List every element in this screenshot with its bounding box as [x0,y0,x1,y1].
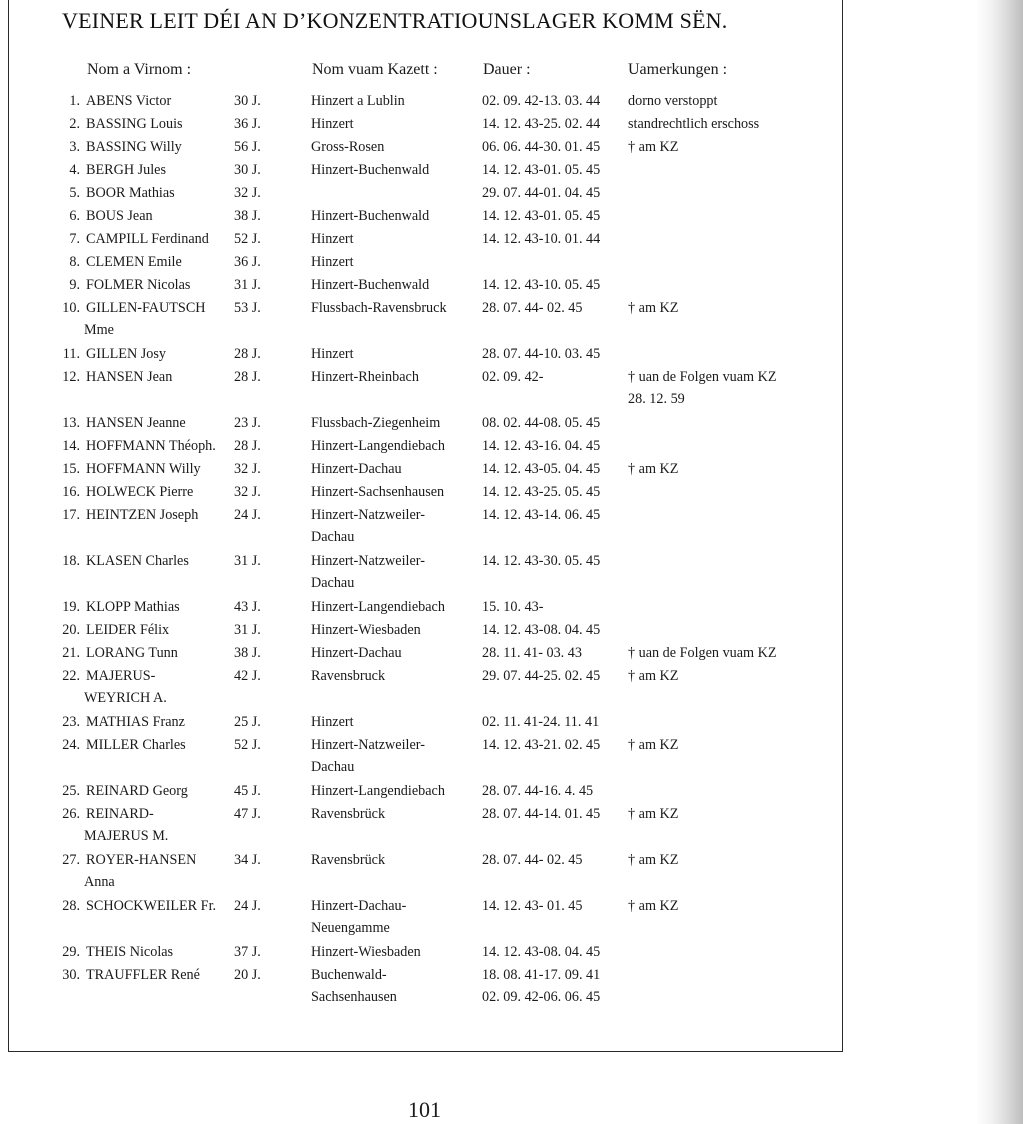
remark-cell: standrechtlich erschoss [628,116,760,132]
remark-cell-cont: 28. 12. 59 [628,391,685,407]
duration-cell: 14. 12. 43-21. 02. 45 [482,737,601,753]
remark-cell: † am KZ [628,139,679,155]
remark-cell: † uan de Folgen vuam KZ [628,369,777,385]
remark-cell: † uan de Folgen vuam KZ [628,645,777,661]
camp-cell: Hinzert-Langendiebach [311,599,445,615]
age-cell: 37 J. [234,944,261,960]
duration-cell: 14. 12. 43-30. 05. 45 [482,553,601,569]
row-number: 8. [69,254,80,270]
camp-cell: Hinzert-Wiesbaden [311,622,421,638]
name-cell: FOLMER Nicolas [86,277,191,293]
camp-cell: Hinzert-Natzweiler- [311,507,425,523]
camp-cell: Hinzert [311,714,354,730]
duration-cell: 06. 06. 44-30. 01. 45 [482,139,601,155]
name-cell-cont: WEYRICH A. [84,690,167,706]
remark-cell: † am KZ [628,668,679,684]
age-cell: 23 J. [234,415,261,431]
duration-cell: 14. 12. 43-10. 01. 44 [482,231,601,247]
page-title: VEINER LEIT DÉI AN D’KONZENTRATIOUNSLAGER KOMM SËN. [62,8,728,33]
camp-cell: Hinzert-Rheinbach [311,369,419,385]
row-number: 3. [69,139,80,155]
duration-cell: 14. 12. 43- 01. 45 [482,898,583,914]
camp-cell: Hinzert-Buchenwald [311,208,430,224]
camp-cell: Ravensbrück [311,806,386,822]
camp-cell: Hinzert-Natzweiler- [311,737,425,753]
name-cell: BOOR Mathias [86,185,175,201]
name-cell: TRAUFFLER René [86,967,200,983]
row-number: 2. [69,116,80,132]
duration-cell: 14. 12. 43-01. 05. 45 [482,208,601,224]
age-cell: 32 J. [234,461,261,477]
row-number: 17. [62,507,80,523]
duration-cell: 02. 11. 41-24. 11. 41 [482,714,600,730]
row-number: 24. [62,737,80,753]
name-cell: HEINTZEN Joseph [86,507,199,523]
row-number: 27. [62,852,80,868]
camp-cell: Hinzert-Dachau- [311,898,407,914]
row-number: 25. [62,783,80,799]
row-number: 26. [62,806,80,822]
duration-cell: 02. 09. 42-13. 03. 44 [482,93,601,109]
age-cell: 30 J. [234,93,261,109]
age-cell: 30 J. [234,162,261,178]
duration-cell: 14. 12. 43-14. 06. 45 [482,507,601,523]
row-number: 12. [62,369,80,385]
row-number: 23. [62,714,80,730]
row-number: 22. [62,668,80,684]
camp-cell: Hinzert-Langendiebach [311,783,445,799]
row-number: 20. [62,622,80,638]
age-cell: 45 J. [234,783,261,799]
name-cell: MAJERUS- [86,668,156,684]
row-number: 30. [62,967,80,983]
row-number: 18. [62,553,80,569]
duration-cell: 14. 12. 43-25. 05. 45 [482,484,601,500]
age-cell: 42 J. [234,668,261,684]
name-cell: KLOPP Mathias [86,599,180,615]
row-number: 11. [62,346,80,362]
row-number: 29. [62,944,80,960]
row-number: 10. [62,300,80,316]
name-cell: HANSEN Jean [86,369,173,385]
duration-cell: 08. 02. 44-08. 05. 45 [482,415,601,431]
duration-cell: 14. 12. 43-10. 05. 45 [482,277,601,293]
duration-cell: 28. 07. 44-14. 01. 45 [482,806,601,822]
camp-cell: Hinzert [311,254,354,270]
camp-cell: Flussbach-Ravensbruck [311,300,447,316]
book-gutter-shadow [975,0,1023,1124]
camp-cell: Hinzert-Dachau [311,461,402,477]
name-cell: MILLER Charles [86,737,186,753]
remark-cell: dorno verstoppt [628,93,718,109]
camp-cell: Hinzert [311,231,354,247]
header-name: Nom a Virnom : [87,61,192,78]
name-cell: REINARD Georg [86,783,188,799]
camp-cell: Hinzert-Dachau [311,645,402,661]
age-cell: 38 J. [234,208,261,224]
age-cell: 28 J. [234,346,261,362]
name-cell-cont: MAJERUS M. [84,828,169,844]
duration-cell: 14. 12. 43-05. 04. 45 [482,461,601,477]
camp-cell-cont: Neuengamme [311,920,390,936]
age-cell: 31 J. [234,277,261,293]
duration-cell: 28. 07. 44- 02. 45 [482,852,583,868]
row-number: 4. [69,162,80,178]
name-cell: THEIS Nicolas [86,944,174,960]
row-number: 13. [62,415,80,431]
name-cell: LEIDER Félix [86,622,170,638]
duration-cell: 28. 07. 44-16. 4. 45 [482,783,594,799]
camp-cell: Hinzert [311,346,354,362]
name-cell: KLASEN Charles [86,553,189,569]
age-cell: 36 J. [234,116,261,132]
name-cell: BASSING Louis [86,116,183,132]
duration-cell: 15. 10. 43- [482,599,544,615]
camp-cell: Flussbach-Ziegenheim [311,415,441,431]
camp-cell: Hinzert-Buchenwald [311,162,430,178]
duration-cell: 28. 07. 44- 02. 45 [482,300,583,316]
duration-cell: 28. 11. 41- 03. 43 [482,645,582,661]
camp-cell: Ravensbrück [311,852,386,868]
name-cell: BERGH Jules [86,162,167,178]
name-cell: CAMPILL Ferdinand [86,231,209,247]
camp-cell-cont: Sachsenhausen [311,989,397,1005]
camp-cell: Hinzert-Natzweiler- [311,553,425,569]
duration-cell: 02. 09. 42- [482,369,544,385]
remark-cell: † am KZ [628,461,679,477]
row-number: 5. [69,185,80,201]
name-cell: BASSING Willy [86,139,182,155]
name-cell: ROYER-HANSEN [86,852,197,868]
duration-cell: 14. 12. 43-16. 04. 45 [482,438,601,454]
header-camp: Nom vuam Kazett : [312,61,438,78]
name-cell: LORANG Tunn [86,645,178,661]
row-number: 14. [62,438,80,454]
row-number: 1. [69,93,80,109]
age-cell: 43 J. [234,599,261,615]
camp-cell: Hinzert a Lublin [311,93,405,109]
name-cell: MATHIAS Franz [86,714,185,730]
age-cell: 34 J. [234,852,261,868]
name-cell: GILLEN Josy [86,346,166,362]
duration-cell: 14. 12. 43-25. 02. 44 [482,116,601,132]
camp-cell: Hinzert-Buchenwald [311,277,430,293]
age-cell: 25 J. [234,714,261,730]
age-cell: 20 J. [234,967,261,983]
camp-cell: Hinzert-Wiesbaden [311,944,421,960]
name-cell: CLEMEN Emile [86,254,182,270]
name-cell: SCHOCKWEILER Fr. [86,898,217,914]
duration-cell: 28. 07. 44-10. 03. 45 [482,346,601,362]
age-cell: 28 J. [234,369,261,385]
row-number: 7. [69,231,80,247]
age-cell: 52 J. [234,737,261,753]
row-number: 28. [62,898,80,914]
age-cell: 38 J. [234,645,261,661]
row-number: 19. [62,599,80,615]
age-cell: 56 J. [234,139,261,155]
name-cell-cont: Mme [84,322,114,338]
name-cell: BOUS Jean [86,208,153,224]
camp-cell: Hinzert [311,116,354,132]
row-number: 6. [69,208,80,224]
camp-cell: Hinzert-Langendiebach [311,438,445,454]
name-cell: HOFFMANN Théoph. [86,438,216,454]
row-number: 15. [62,461,80,477]
remark-cell: † am KZ [628,737,679,753]
name-cell: REINARD- [86,806,154,822]
duration-cell: 14. 12. 43-08. 04. 45 [482,944,601,960]
camp-cell: Buchenwald- [311,967,387,983]
page-number: 101 [408,1097,441,1122]
header-remarks: Uamerkungen : [628,61,728,78]
remark-cell: † am KZ [628,852,679,868]
header-duration: Dauer : [483,61,531,78]
row-number: 21. [62,645,80,661]
age-cell: 47 J. [234,806,261,822]
name-cell: ABENS Victor [86,93,172,109]
name-cell-cont: Anna [84,874,115,890]
age-cell: 32 J. [234,484,261,500]
camp-cell: Gross-Rosen [311,139,385,155]
duration-cell: 29. 07. 44-25. 02. 45 [482,668,601,684]
page-frame [8,0,843,1052]
age-cell: 53 J. [234,300,261,316]
age-cell: 24 J. [234,507,261,523]
remark-cell: † am KZ [628,806,679,822]
age-cell: 31 J. [234,553,261,569]
name-cell: HOFFMANN Willy [86,461,201,477]
age-cell: 28 J. [234,438,261,454]
name-cell: HANSEN Jeanne [86,415,186,431]
row-number: 16. [62,484,80,500]
remark-cell: † am KZ [628,300,679,316]
duration-cell: 14. 12. 43-08. 04. 45 [482,622,601,638]
age-cell: 36 J. [234,254,261,270]
name-cell: HOLWECK Pierre [86,484,194,500]
age-cell: 31 J. [234,622,261,638]
duration-cell-cont: 02. 09. 42-06. 06. 45 [482,989,601,1005]
remark-cell: † am KZ [628,898,679,914]
duration-cell: 29. 07. 44-01. 04. 45 [482,185,601,201]
name-cell: GILLEN-FAUTSCH [86,300,206,316]
camp-cell: Ravensbruck [311,668,386,684]
duration-cell: 18. 08. 41-17. 09. 41 [482,967,601,983]
age-cell: 52 J. [234,231,261,247]
camp-cell-cont: Dachau [311,759,355,775]
camp-cell: Hinzert-Sachsenhausen [311,484,445,500]
camp-cell-cont: Dachau [311,575,355,591]
age-cell: 32 J. [234,185,261,201]
camp-cell-cont: Dachau [311,529,355,545]
duration-cell: 14. 12. 43-01. 05. 45 [482,162,601,178]
row-number: 9. [69,277,80,293]
age-cell: 24 J. [234,898,261,914]
